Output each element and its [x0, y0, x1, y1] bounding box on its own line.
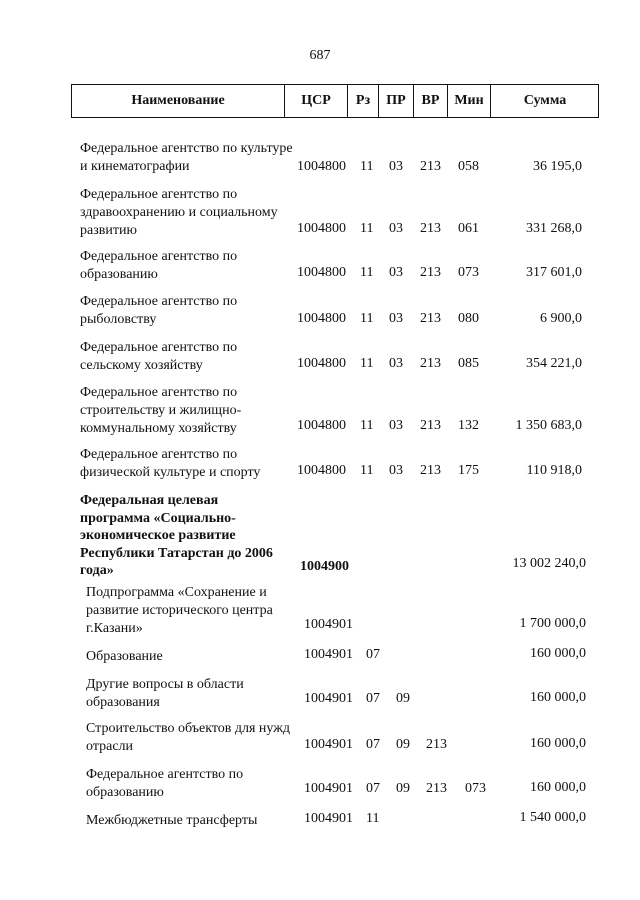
- row-min: 080: [458, 311, 479, 326]
- header-pr: ПР: [386, 93, 406, 108]
- row-sum: 6 900,0: [540, 311, 582, 326]
- row-rz: 11: [360, 159, 374, 174]
- row-name: Федеральное агентство по физической культуре и спорту: [80, 447, 261, 480]
- row-rz: 07: [366, 691, 380, 706]
- table-header: [71, 84, 599, 118]
- row-sum: 160 000,0: [530, 646, 586, 661]
- row-csr: 1004901: [304, 781, 353, 796]
- row-csr: 1004901: [304, 691, 353, 706]
- row-csr: 1004800: [297, 265, 346, 280]
- row-pr: 09: [396, 781, 410, 796]
- row-csr: 1004901: [304, 737, 353, 752]
- row-name: Межбюджетные трансферты: [86, 813, 258, 828]
- row-min: 085: [458, 356, 479, 371]
- row-pr: 03: [389, 311, 403, 326]
- row-name: Образование: [86, 649, 163, 664]
- row-rz: 11: [360, 221, 374, 236]
- header-name: Наименование: [131, 93, 225, 108]
- row-rz: 07: [366, 781, 380, 796]
- row-csr: 1004800: [297, 418, 346, 433]
- row-name: Федеральное агентство по рыболовству: [80, 294, 238, 327]
- row-name: Федеральное агентство по образованию: [80, 249, 238, 282]
- row-sum: 1 540 000,0: [519, 810, 586, 825]
- row-sum: 13 002 240,0: [512, 556, 586, 571]
- row-vr: 213: [426, 781, 447, 796]
- row-name: Федеральное агентство по здравоохранению и социальному развитию: [80, 187, 278, 238]
- header-sum: Сумма: [523, 93, 567, 108]
- row-rz: 11: [360, 311, 374, 326]
- row-name: Федеральная целевая программа «Социально-экономическое развитие Республики Татарстан до 2006 года»: [80, 493, 273, 578]
- row-rz: 11: [360, 418, 374, 433]
- row-sum: 317 601,0: [526, 265, 582, 280]
- row-rz: 11: [360, 463, 374, 478]
- row-pr: 03: [389, 418, 403, 433]
- row-vr: 213: [426, 737, 447, 752]
- row-vr: 213: [420, 356, 441, 371]
- row-vr: 213: [420, 265, 441, 280]
- row-rz: 11: [360, 356, 374, 371]
- row-min: 058: [458, 159, 479, 174]
- row-vr: 213: [420, 463, 441, 478]
- header-min: Мин: [454, 93, 484, 108]
- row-sum: 160 000,0: [530, 780, 586, 795]
- row-sum: 1 700 000,0: [519, 616, 586, 631]
- row-pr: 03: [389, 265, 403, 280]
- row-csr: 1004901: [304, 617, 353, 632]
- row-pr: 03: [389, 356, 403, 371]
- row-csr: 1004800: [297, 159, 346, 174]
- page-number: 687: [309, 48, 331, 63]
- row-pr: 03: [389, 221, 403, 236]
- header-vr: ВР: [421, 93, 440, 108]
- row-name: Федеральное агентство по образованию: [86, 767, 244, 800]
- row-sum: 331 268,0: [526, 221, 582, 236]
- row-rz: 11: [366, 811, 380, 826]
- row-name: Федеральное агентство по сельскому хозяйству: [80, 340, 238, 373]
- row-csr: 1004800: [297, 356, 346, 371]
- row-min: 073: [465, 781, 486, 796]
- row-min: 175: [458, 463, 479, 478]
- row-pr: 09: [396, 737, 410, 752]
- row-rz: 07: [366, 737, 380, 752]
- row-sum: 160 000,0: [530, 736, 586, 751]
- row-min: 132: [458, 418, 479, 433]
- header-csr: ЦСР: [301, 93, 331, 108]
- row-sum: 36 195,0: [533, 159, 582, 174]
- row-vr: 213: [420, 418, 441, 433]
- row-csr: 1004800: [297, 221, 346, 236]
- row-name: Федеральное агентство по культуре и кинематографии: [80, 141, 293, 174]
- row-vr: 213: [420, 311, 441, 326]
- header-rz: Рз: [355, 93, 371, 108]
- row-pr: 03: [389, 463, 403, 478]
- row-min: 061: [458, 221, 479, 236]
- row-name: Федеральное агентство по строительству и жилищно-коммунальному хозяйству: [80, 385, 242, 436]
- row-csr: 1004800: [297, 311, 346, 326]
- row-csr: 1004901: [304, 811, 353, 826]
- row-name: Другие вопросы в области образования: [86, 677, 244, 710]
- row-sum: 354 221,0: [526, 356, 582, 371]
- row-csr: 1004800: [297, 463, 346, 478]
- row-csr: 1004901: [304, 647, 353, 662]
- row-rz: 11: [360, 265, 374, 280]
- row-sum: 1 350 683,0: [515, 418, 582, 433]
- row-min: 073: [458, 265, 479, 280]
- row-vr: 213: [420, 221, 441, 236]
- row-name: Строительство объектов для нужд отрасли: [86, 721, 291, 754]
- row-name: Подпрограмма «Сохранение и развитие исторического центра г.Казани»: [86, 585, 273, 636]
- row-csr: 1004900: [300, 559, 349, 574]
- row-rz: 07: [366, 647, 380, 662]
- row-vr: 213: [420, 159, 441, 174]
- row-sum: 160 000,0: [530, 690, 586, 705]
- row-sum: 110 918,0: [526, 463, 582, 478]
- row-pr: 03: [389, 159, 403, 174]
- row-pr: 09: [396, 691, 410, 706]
